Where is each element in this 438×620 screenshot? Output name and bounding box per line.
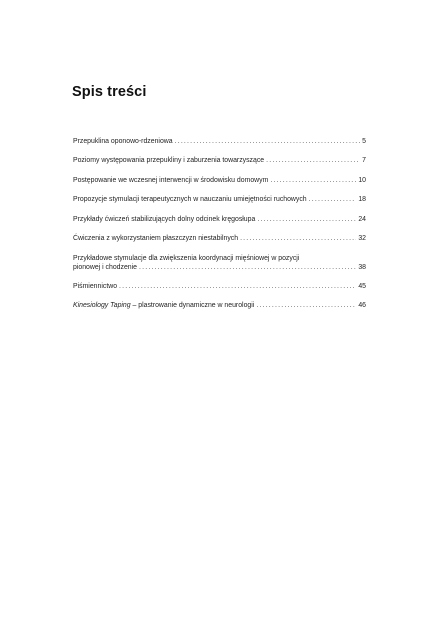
toc-entry[interactable] [73,138,366,147]
toc-entry-title: Przepuklina oponowo-rdzeniowa [73,138,173,145]
toc-entry[interactable] [73,283,366,292]
dot-leader [257,216,356,225]
toc-entry-title-italic: Kinesiology Taping [73,302,131,310]
toc-entry-page: 10 [358,176,366,184]
toc-entry-title: Przykłady ćwiczeń stabilizujących dolny odcinek kręgosłupa [73,215,256,223]
toc-entry-page: 32 [358,235,366,243]
toc-entry[interactable] [73,216,366,225]
dot-leader [175,138,361,147]
toc-entry-title [73,302,254,311]
toc-entry-title-line2: pionowej i chodzenie [73,263,137,271]
dot-leader [256,302,356,311]
table-of-contents [73,138,366,322]
dot-leader [119,283,356,292]
toc-entry-title: Piśmiennictwo [73,282,118,290]
toc-entry[interactable] [73,157,366,166]
dot-leader [139,264,356,273]
toc-entry[interactable] [73,235,366,244]
toc-entry-page: 24 [358,215,366,223]
dot-leader [240,235,356,244]
dot-leader [309,196,357,205]
page-title: Spis treści [72,84,147,100]
dot-leader [266,157,360,166]
toc-entry[interactable] [73,177,366,186]
toc-entry-title-rest: – plastrowanie dynamiczne w neurologii [130,302,255,310]
toc-entry-title: Propozycje stymulacji terapeutycznych w nauczaniu umiejętności ruchowych [73,196,307,204]
toc-entry-title-line1: Przykładowe stymulacje dla zwiększenia koordynacji mięśniowej w pozycji [73,254,300,262]
toc-entry-title: Ćwiczenia z wykorzystaniem płaszczyzn niestabilnych [73,235,239,243]
toc-entry-page: 45 [358,282,366,290]
toc-entry-title: Postępowanie we wczesnej interwencji w środowisku domowym [73,176,269,184]
toc-entry-page: 38 [358,263,366,271]
toc-entry-title: Poziomy występowania przepukliny i zaburzenia towarzyszące [73,157,265,165]
toc-entry-page: 18 [358,196,366,204]
toc-entry-page: 7 [362,157,366,165]
toc-entry[interactable] [73,196,366,205]
toc-entry[interactable] [73,255,366,272]
toc-entry[interactable] [73,302,366,311]
toc-entry-page: 5 [362,138,366,145]
dot-leader [270,177,356,186]
toc-entry-page: 46 [358,302,366,310]
